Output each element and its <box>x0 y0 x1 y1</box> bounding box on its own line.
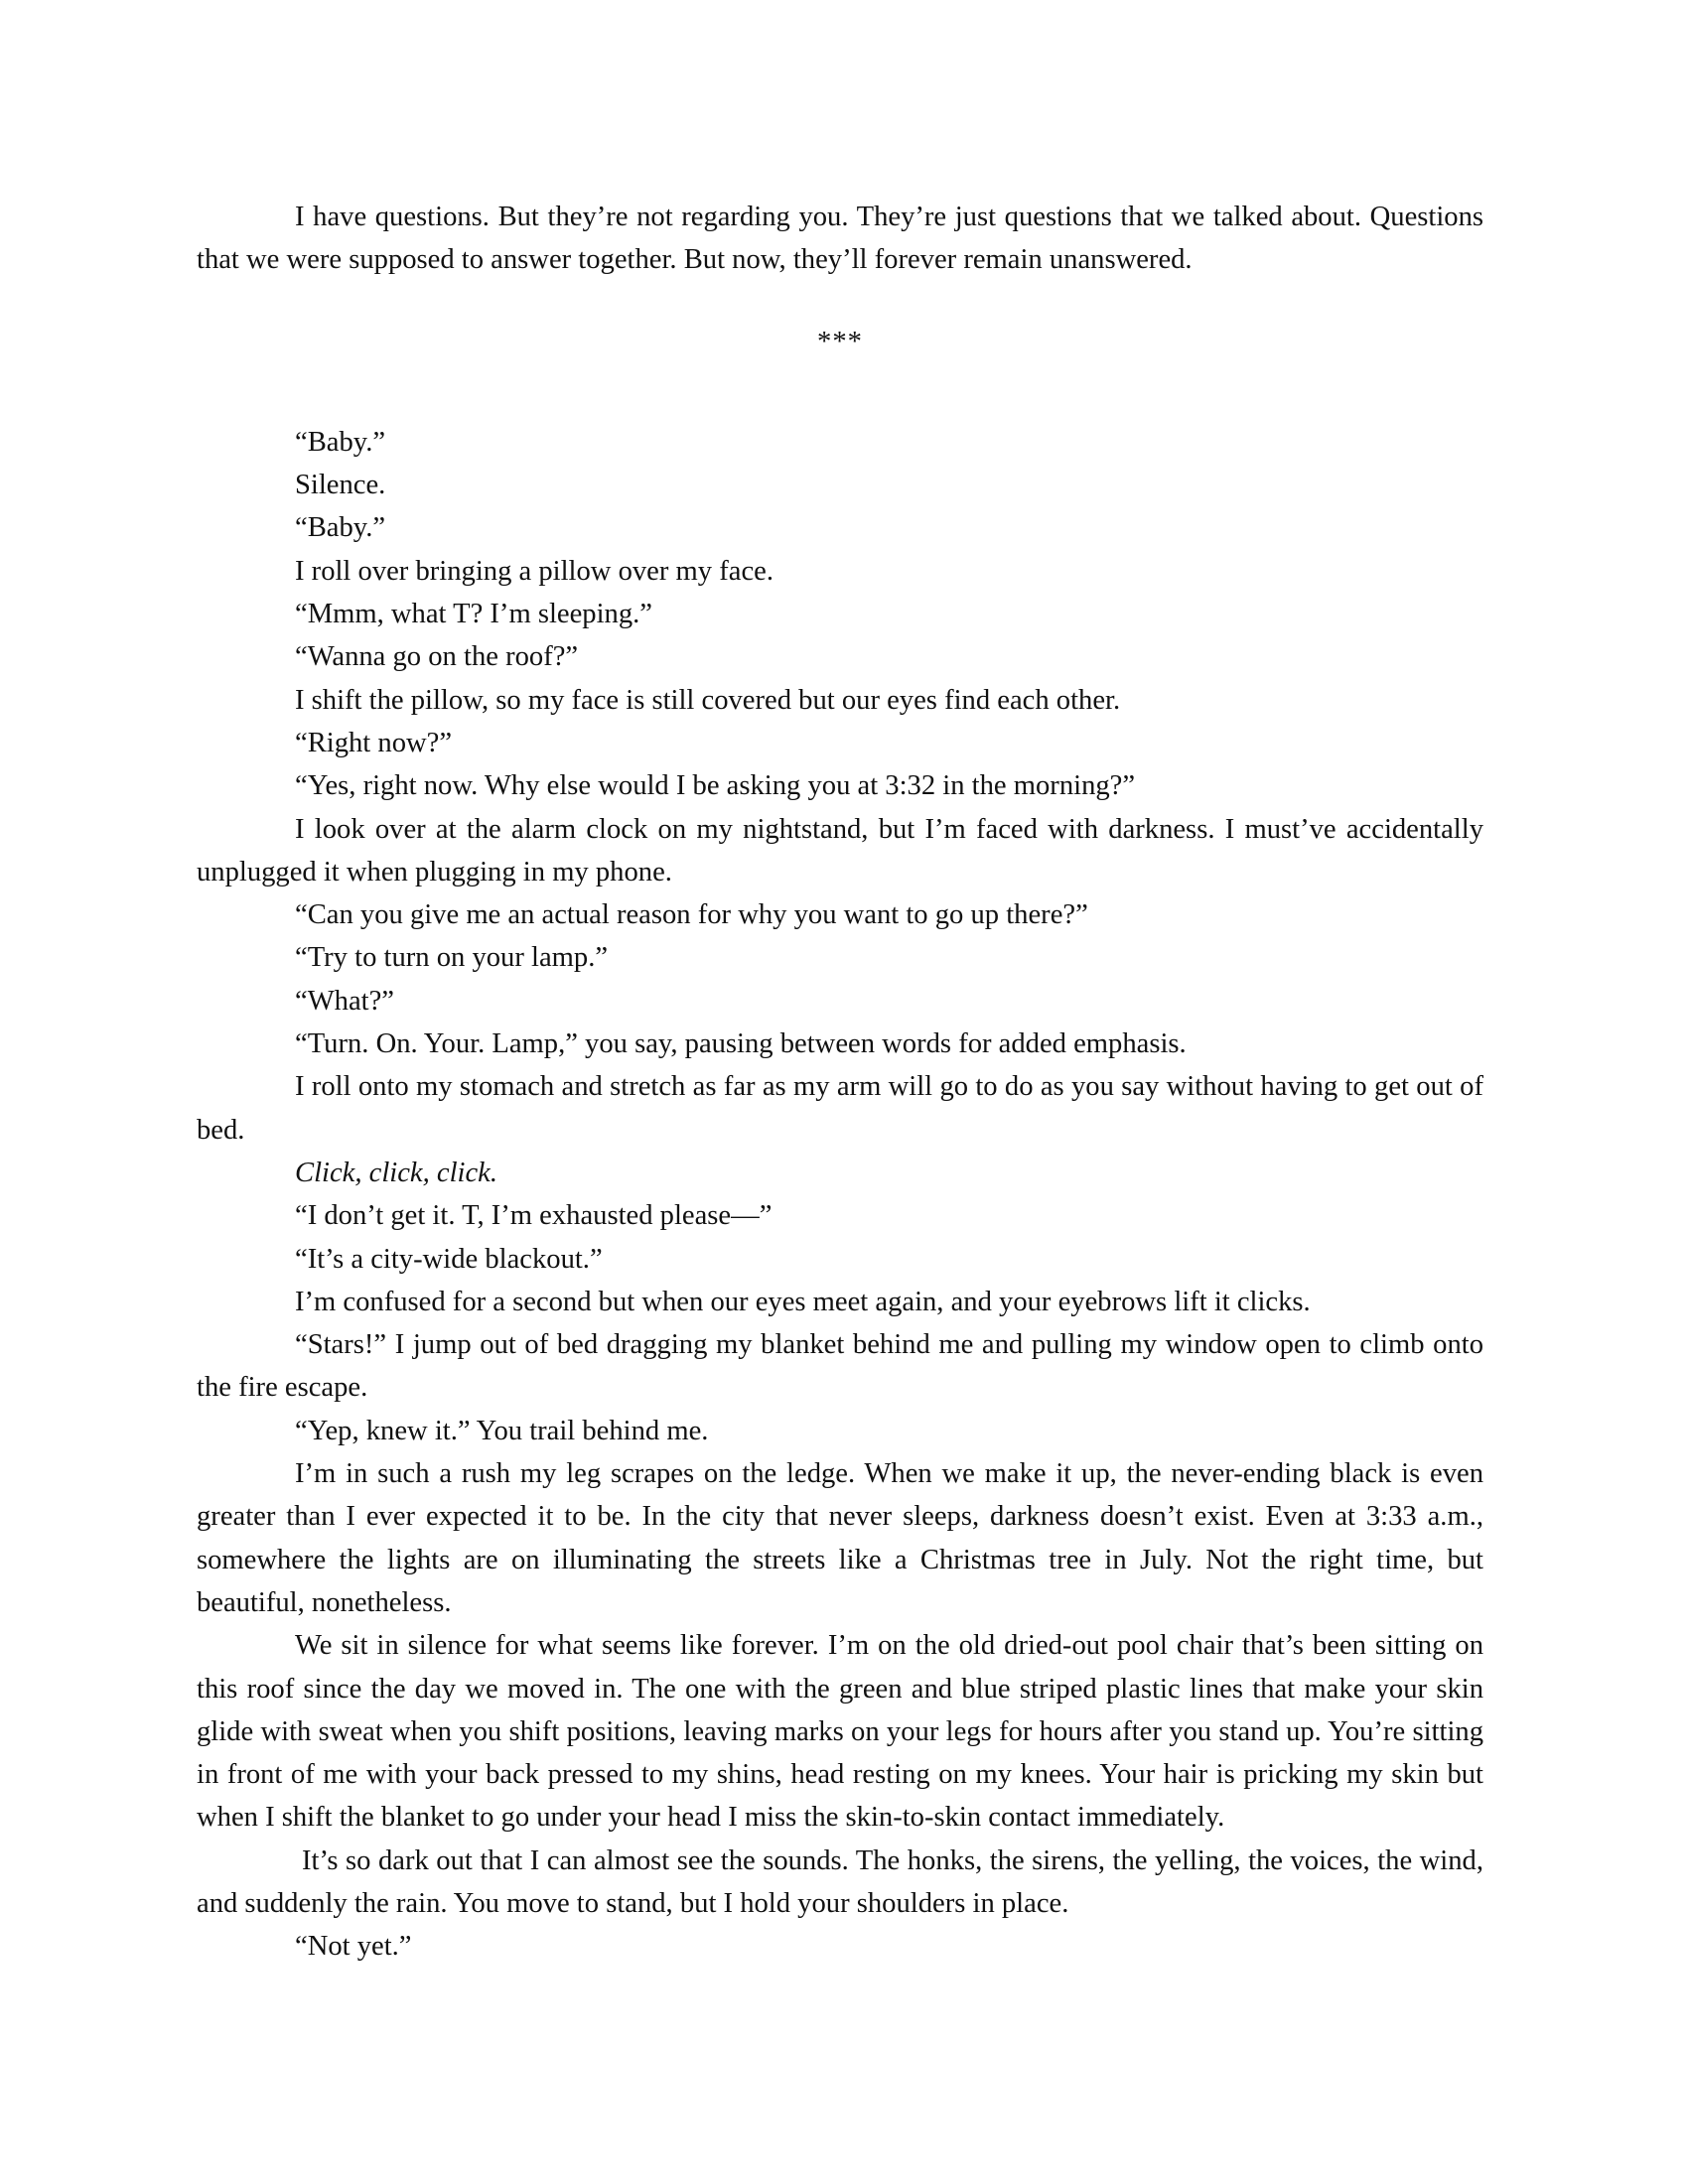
paragraph-morning-time: “Yes, right now. Why else would I be asking you at 3:32 in the morning?” <box>295 770 1136 802</box>
body-text <box>197 196 1483 1969</box>
paragraph-pool-chair: We sit in silence for what seems like forever. I’m on the old dried-out pool chair that’s been sitting on this roof since the day we moved in. The one with the green and blue striped plastic lines that make your skin glide with sweat when you shift positions, leaving marks on your legs for hours after you stand up. You’re sitting in front of me with your back pressed to my shins, head resting on my knees. Your hair is pricking my skin but when I shift the blanket to go under your head I miss the skin-to-skin contact immediately. <box>197 1630 1483 1834</box>
opening-paragraph: I have questions. But they’re not regarding you. They’re just questions that we talked about. Questions that we were supposed to answer together. But now, they’ll forever remain unanswered. <box>197 202 1483 276</box>
paragraph-stretch-arm: I roll onto my stomach and stretch as far as my arm will go to do as you say without having to get out of bed. <box>197 1071 1483 1146</box>
scene-break: *** <box>817 326 863 357</box>
paragraph-right-now: “Right now?” <box>295 727 453 758</box>
paragraph-sleeping: “Mmm, what T? I’m sleeping.” <box>295 599 652 630</box>
paragraph-click-sound: Click, click, click. <box>295 1157 498 1188</box>
paragraph-alarm-clock: I look over at the alarm clock on my nightstand, but I’m faced with darkness. I must’ve accidentally unplugged it when plugging in my phone. <box>197 813 1483 887</box>
paragraph-sounds: It’s so dark out that I can almost see the sounds. The honks, the sirens, the yelling, the voices, the wind, and suddenly the rain. You move to stand, but I hold your shoulders in place. <box>197 1844 1483 1919</box>
paragraph-exhausted: “I don’t get it. T, I’m exhausted please—” <box>295 1200 773 1232</box>
paragraph-roof-question: “Wanna go on the roof?” <box>295 641 579 673</box>
paragraph-blackout: “It’s a city-wide blackout.” <box>295 1243 603 1275</box>
paragraph-what: “What?” <box>295 985 394 1017</box>
paragraph-baby-2: “Baby.” <box>295 512 386 544</box>
paragraph-silence: Silence. <box>295 470 386 501</box>
paragraph-baby-1: “Baby.” <box>295 426 386 458</box>
paragraph-roll-over: I roll over bringing a pillow over my face. <box>295 555 774 587</box>
paragraph-not-yet: “Not yet.” <box>295 1931 412 1963</box>
paragraph-shift-pillow: I shift the pillow, so my face is still covered but our eyes find each other. <box>295 684 1121 716</box>
paragraph-turn-on-lamp: “Try to turn on your lamp.” <box>295 942 609 974</box>
paragraph-actual-reason: “Can you give me an actual reason for why you want to go up there?” <box>295 899 1088 931</box>
paragraph-rooftop-darkness: I’m in such a rush my leg scrapes on the ledge. When we make it up, the never-ending black is even greater than I ever expected it to be. In the city that never sleeps, darkness doesn’t exist. Even at 3:33 a.m., somewhere the lights are on illuminating the streets like a Christmas tree in July. Not the right time, but beautiful, nonetheless. <box>197 1458 1483 1618</box>
paragraph-confused: I’m confused for a second but when our eyes meet again, and your eyebrows lift it clicks. <box>295 1286 1311 1317</box>
paragraph-emphasis: “Turn. On. Your. Lamp,” you say, pausing between words for added emphasis. <box>295 1028 1187 1060</box>
paragraph-stars: “Stars!” I jump out of bed dragging my blanket behind me and pulling my window open to climb onto the fire escape. <box>197 1329 1483 1404</box>
paragraph-knew-it: “Yep, knew it.” You trail behind me. <box>295 1415 709 1446</box>
